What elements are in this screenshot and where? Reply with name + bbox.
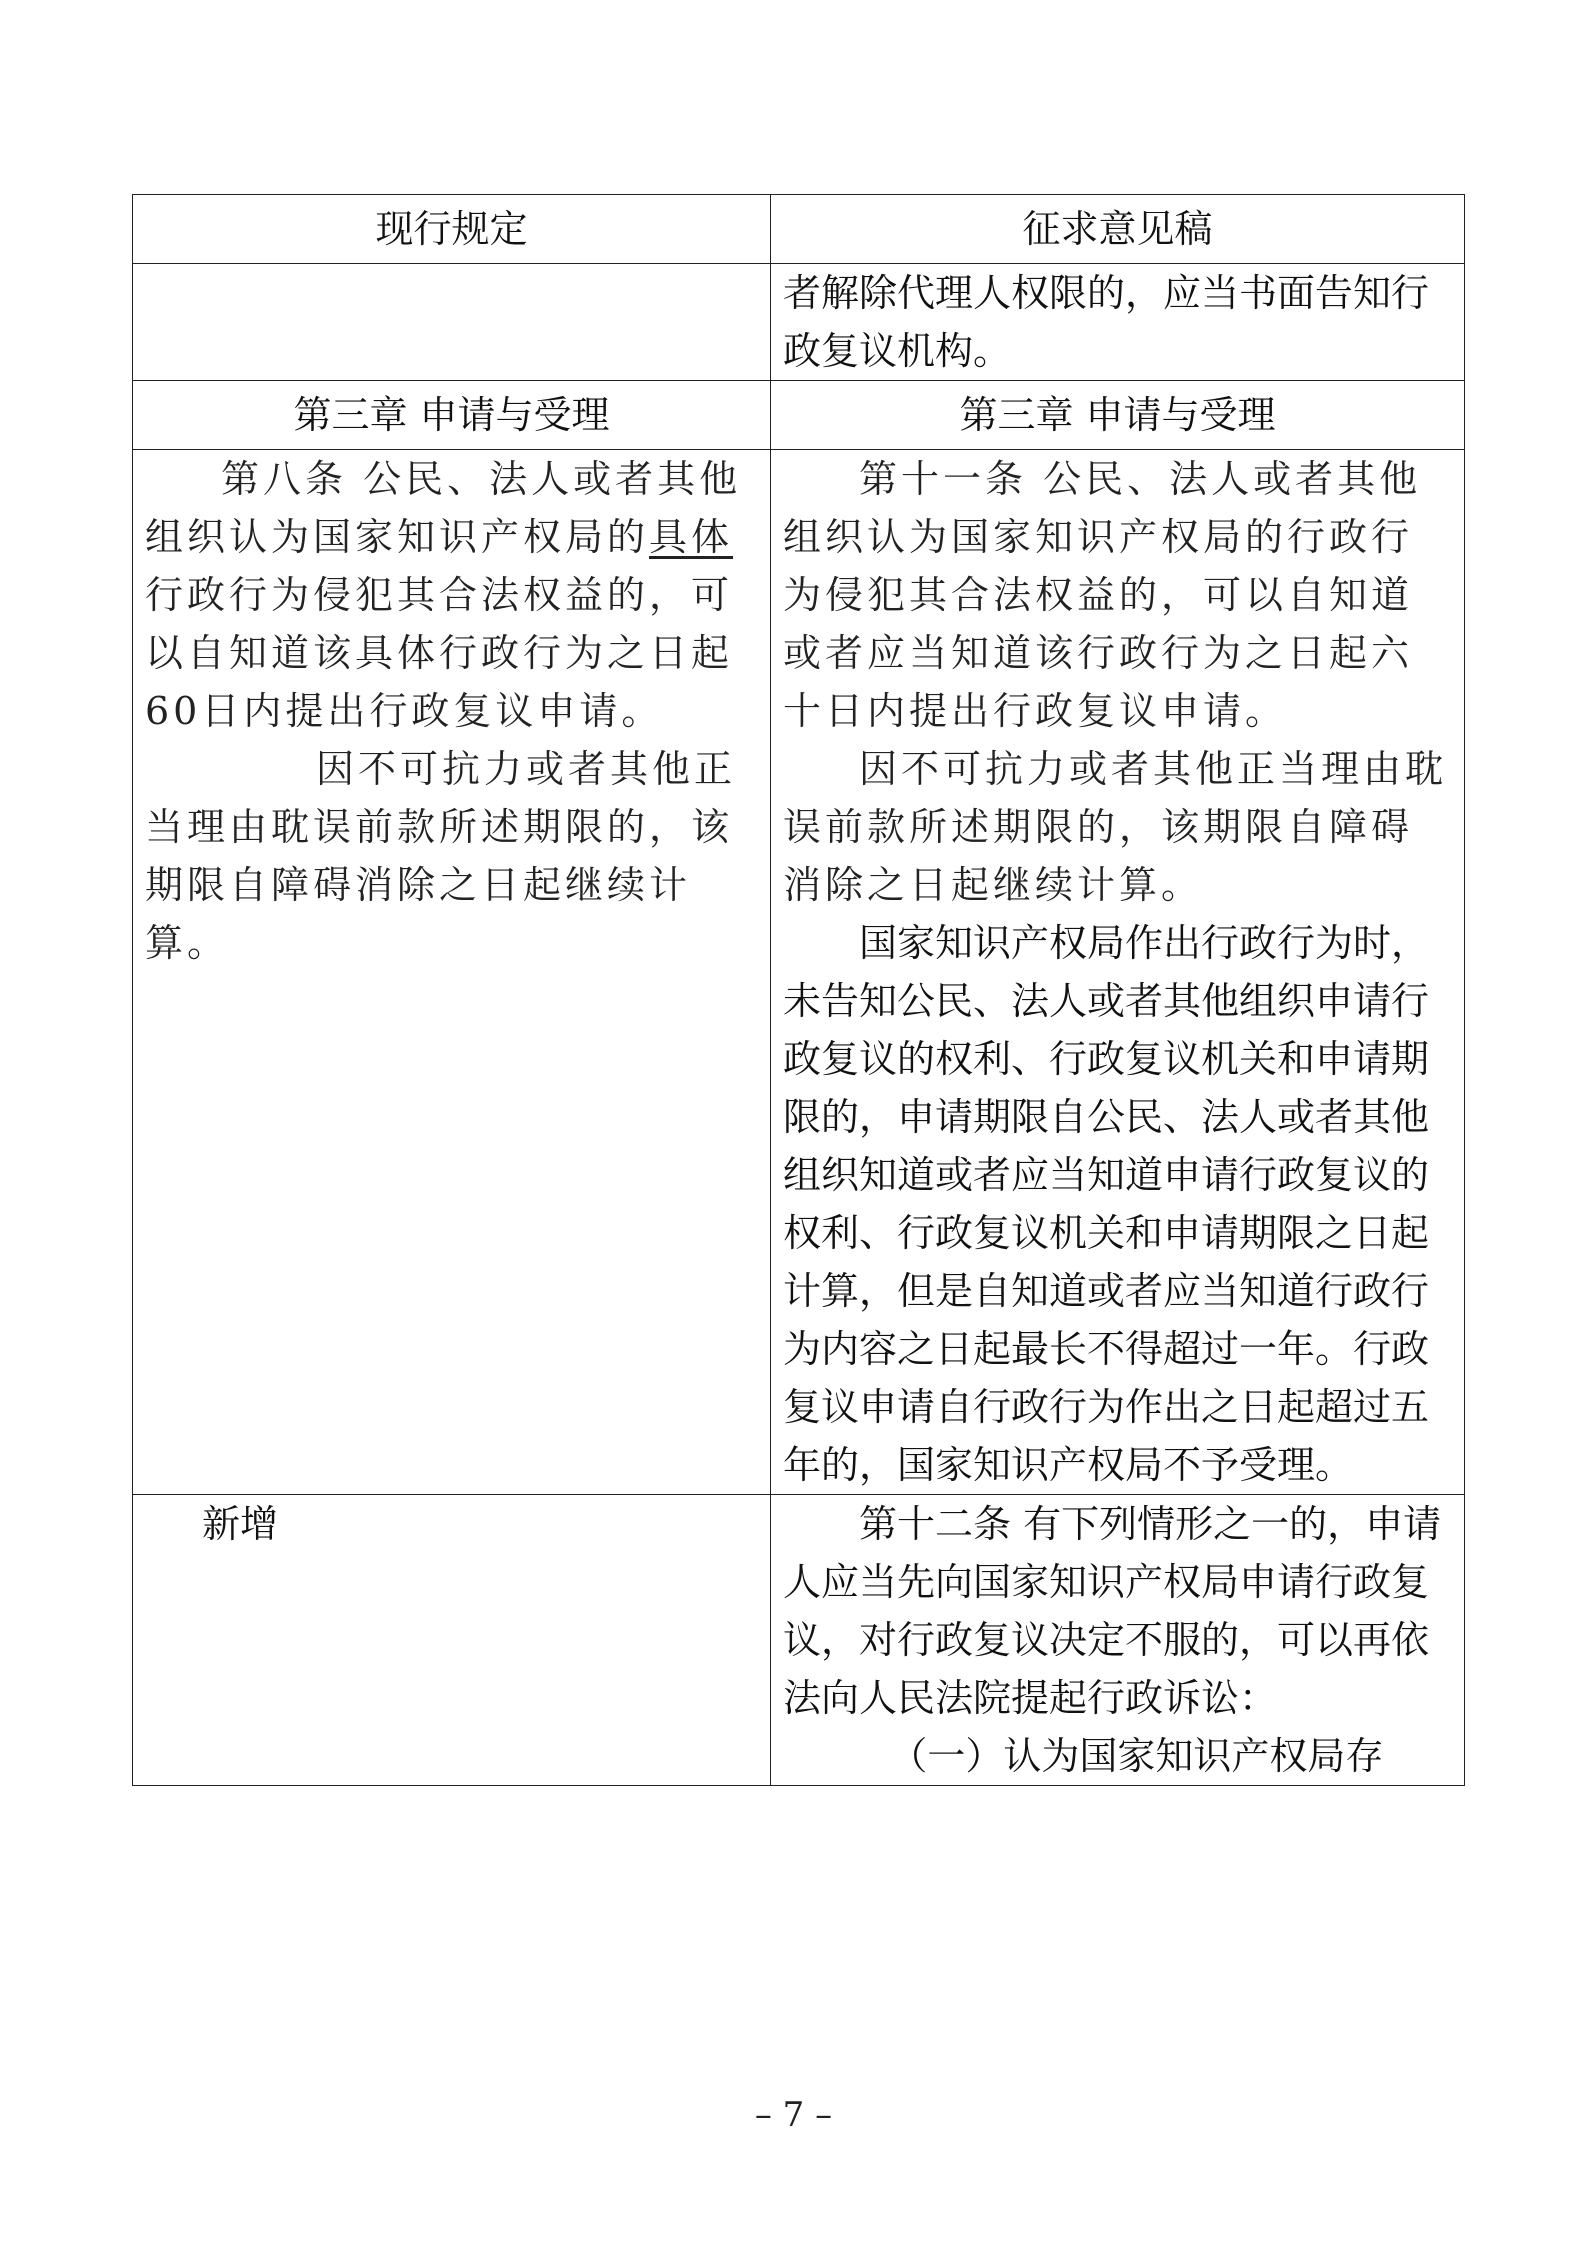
article-12-item-1: （一）认为国家知识产权局存 — [889, 1734, 1384, 1778]
cell-article-12 — [771, 1495, 1465, 1786]
chapter-heading-left: 第三章 申请与受理 — [133, 381, 771, 450]
cell-article-11 — [771, 450, 1465, 1495]
cell-new-added — [133, 1495, 771, 1786]
article-8-para-1 — [145, 450, 758, 740]
page-number: – 7 – — [754, 2095, 833, 2135]
table-row — [133, 450, 1465, 1495]
comparison-table — [132, 194, 1465, 1786]
cell-draft-continuation — [771, 264, 1465, 381]
table-row — [133, 264, 1465, 381]
article-8-text-a: 第八条 公民、法人或者其他组织认为国家知识产权局的 — [145, 457, 742, 559]
article-11-para-2: 因不可抗力或者其他正当理由耽误前款所述期限的，该期限自障碍消除之日起继续计算。 — [783, 747, 1448, 907]
article-8-para-2: 因不可抗力或者其他正当理由耽误前款所述期限的，该期限自障碍消除之日起继续计算。 — [145, 747, 737, 965]
article-8-underlined: 具体 — [649, 515, 734, 559]
cell-empty — [133, 264, 771, 381]
article-11-para-1: 第十一条 公民、法人或者其他组织认为国家知识产权局的行政行为侵犯其合法权益的，可以自知道或者应当知道该行政行为之日起六十日内提出行政复议申请。 — [783, 457, 1422, 733]
draft-continuation-text: 者解除代理人权限的，应当书面告知行政复议机构。 — [783, 271, 1430, 373]
table-header-row — [133, 195, 1465, 264]
new-added-label: 新增 — [202, 1502, 279, 1546]
cell-article-8 — [133, 450, 771, 1495]
article-8-text-b: 行政行为侵犯其合法权益的，可以自知道该具体行政行为之日起60日内提出行政复议申请。 — [145, 573, 734, 733]
header-draft: 征求意见稿 — [771, 195, 1465, 264]
table-row — [133, 1495, 1465, 1786]
chapter-row — [133, 381, 1465, 450]
chapter-heading-right: 第三章 申请与受理 — [771, 381, 1465, 450]
header-current-rules: 现行规定 — [133, 195, 771, 264]
article-11-para-3: 国家知识产权局作出行政行为时，未告知公民、法人或者其他组织申请行政复议的权利、行政复议机关和申请期限的，申请期限自公民、法人或者其他组织知道或者应当知道申请行政复议的权利、行政复议机关和申请期限之日起计算，但是自知道或者应当知道行政行为内容之日起最长不得超过一年。行政复议申请自行政行为作出之日起超过五年的，国家知识产权局不予受理。 — [783, 921, 1430, 1487]
article-12-para-1: 第十二条 有下列情形之一的，申请人应当先向国家知识产权局申请行政复议，对行政复议决定不服的，可以再依法向人民法院提起行政诉讼： — [783, 1502, 1442, 1720]
